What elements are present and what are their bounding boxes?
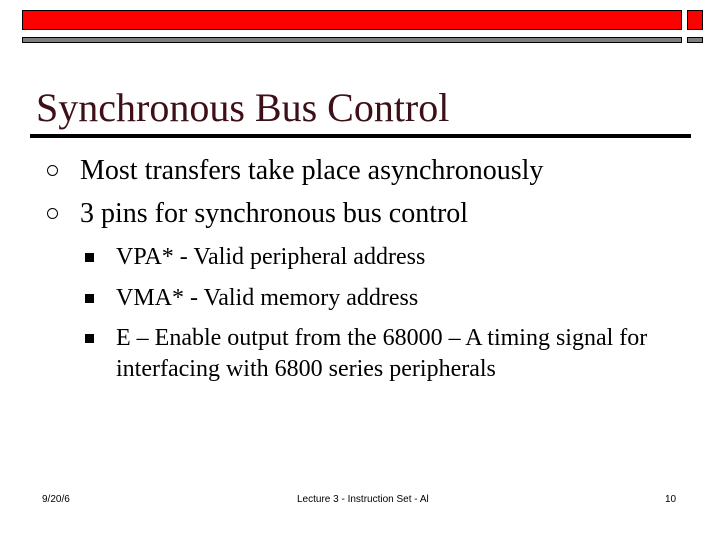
square-bullet-icon: [85, 253, 94, 262]
sub-bullet-text: E – Enable output from the 68000 – A timing signal for interfacing with 6800 series peripherals: [116, 325, 648, 382]
title-divider: [30, 134, 691, 138]
banner-gray-bar: [22, 37, 682, 43]
footer-page-number: 10: [665, 494, 677, 505]
sub-bullet-text: VMA* - Valid memory address: [116, 285, 419, 311]
slide-title: Synchronous Bus Control: [36, 85, 450, 130]
sub-bullet-item: [116, 283, 696, 314]
sub-bullet-item: [116, 242, 696, 273]
bullet-item: [80, 198, 468, 230]
footer-date: 9/20/6: [42, 494, 70, 505]
sub-bullet-text: VPA* - Valid peripheral address: [116, 244, 426, 270]
hollow-bullet-icon: [47, 165, 58, 176]
bullet-text: 3 pins for synchronous bus control: [80, 198, 469, 229]
banner-gray-square: [687, 37, 703, 43]
bullet-item: [80, 155, 543, 187]
banner-red-bar: [22, 10, 682, 30]
hollow-bullet-icon: [47, 208, 58, 219]
square-bullet-icon: [85, 294, 94, 303]
bullet-text: Most transfers take place asynchronously: [80, 155, 544, 186]
footer-title: Lecture 3 - Instruction Set - Al: [297, 494, 429, 505]
square-bullet-icon: [85, 334, 94, 343]
banner-red-square: [687, 10, 703, 30]
sub-bullet-item: [116, 323, 696, 385]
top-banner: [22, 10, 703, 43]
